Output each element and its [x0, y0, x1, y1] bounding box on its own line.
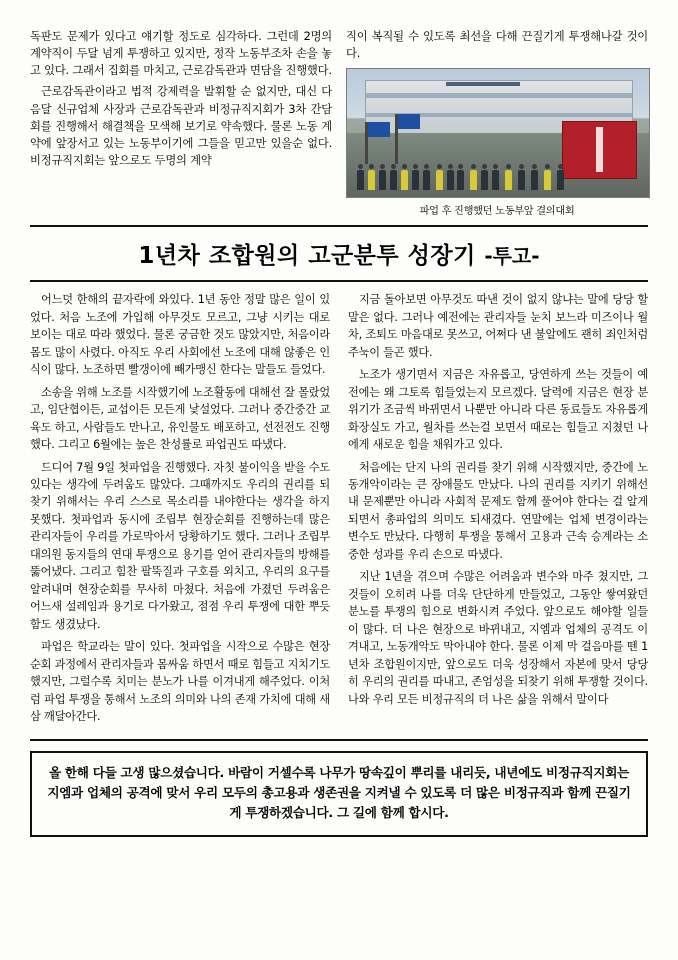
- article-paragraph: 어느덧 한해의 끝자락에 와있다. 1년 동안 정말 많은 일이 있었다. 처음 노조에 가입해 아무것도 모르고, 그냥 시키는 대로 보이는 대로 따라 했었다. 물론 궁금한 것도 많았지만, 처음이라 몸도 많이 사렸다. 아직도 우리 사회에선 노조에 대해 않좋은 인식이 많다. 노조하면 빨갱이에 빼가맹신 한다는 말들도 들었다.: [30, 293, 330, 377]
- protest-banner: [562, 121, 636, 179]
- top-right-paragraph-1: 직이 복직될 수 있도록 최선을 다해 끈질기게 투쟁해나갈 것이다.: [346, 30, 648, 61]
- article-paragraph: 지금 돌아보면 아무것도 따낸 것이 없지 않냐는 말에 당당 할 말은 없다. 그러나 예전에는 관리자들 눈치 보느라 미즈이나 월차, 조퇴도 마음대로 못쓰고, 어쩌다 낸 불알에도 괜히 죄인처럼 주눅이 들곤 했다.: [348, 293, 648, 359]
- article-paragraph: 처음에는 단지 나의 권리를 찾기 위해 시작했지만, 중간에 노동개악이라는 큰 장애물도 만났다. 나의 권리를 지키기 위해선 내 문제뿐만 아니라 사회적 문제도 함께 풀어야 한다는 걸 알게 되면서 총파업의 의미도 되새겼다. 연말에는 업체 변경이라는 변수도 만났다. 다행히 투쟁을 통해서 고용과 근속 승계라는 소중한 성과를 우리 손으로 따냈다.: [348, 460, 648, 561]
- article-body: [30, 291, 648, 740]
- top-left-column: [30, 28, 332, 217]
- article-paragraph: 지난 1년을 겪으며 수많은 어려움과 변수와 마주 쳤지만, 그것들이 오히려 나를 더욱 단단하게 만들었고, 그동안 쌓여왔던 분노를 투쟁의 힘으로 변화시켜 주었다. 앞으로도 해야할 일들이 많다. 더 나은 현장으로 바뀌내고, 지엠과 업체의 공격도 이겨내고, 노동개악도 막아내야 한다. 물론 이제 막 걸음마를 뗀 1년차 조합원이지만, 앞으로도 더욱 성장해서 자본에 맞서 당당히 우리의 권리를 따내고, 존엄성을 되찾기 위해 투쟁할 것이다. 나와 우리 모든 비정규직의 더 나은 삶을 위해서 말이다: [348, 570, 648, 706]
- photo-caption: 파업 후 진행했던 노동부앞 결의대회: [419, 206, 575, 218]
- rally-photo: [346, 68, 650, 198]
- closing-message-text: 올 한해 다들 고생 많으셨습니다. 바람이 거셀수록 나무가 땅속깊이 뿌리를 내리듯, 내년에도 비정규직지회는 지엠과 업체의 공격에 맞서 우리 모두의 총고용과 생존권을 지켜낼 수 있도록 더 많은 비정규직과 함께 끈질기게 투쟁하겠습니다. 그 길에 함께 합시다.: [47, 764, 631, 821]
- article-right-column: [348, 291, 648, 730]
- article-paragraph: 파업은 학교라는 말이 있다. 첫파업을 시작으로 수많은 현장순회 과정에서 관리자들과 몸싸움 하면서 때로 힘들고 지치기도 했지만, 그럴수록 치미는 분노가 나를 이겨내게 해주었다. 이처럼 파업 투쟁을 통해서 노조의 의미와 나의 존재 가치에 대해 새삼 깨달아간다.: [30, 640, 330, 724]
- top-section: [30, 28, 648, 227]
- article-headline: [30, 237, 648, 270]
- article-paragraph: 드디어 7월 9일 첫파업을 진행했다. 자칫 불이익을 받을 수도 있다는 생각에 두려움도 많았다. 그때까지도 우리의 권리를 되찾기 위해서는 우리 스스로 목소리를 내야한다는 생각을 하지 못했다. 첫파업과 동시에 조립부 현장순회를 진행하는데 많은 관리자들이 우리를 가로막아서 당황하기도 했다. 그러나 조립부 대의원 동지들의 연대 투쟁으로 용기를 얻어 관리자들의 방해를 뚫어냈다. 그리고 힘찬 팔뚝질과 구호를 외치고, 우리의 요구를 알려내며 현장순회를 무사히 마쳤다. 처음에 가졌던 두려움은 어느새 설레임과 용기로 다가왔고, 점점 우리 투쟁에 대한 뿌듯함도 생겼났다.: [30, 460, 330, 631]
- crowd-group: [353, 146, 570, 190]
- rally-photo-block: [346, 68, 648, 217]
- building-rooftop-sign: [446, 82, 520, 87]
- headline-sub: -투고-: [484, 244, 540, 269]
- article-paragraph: 소송을 위해 노조를 시작했기에 노조활동에 대해선 잘 몰랐었고, 임단협이든, 교섭이든 모든게 낯설었다. 그러나 중간중간 교육도 하고, 사람들도 만나고, 유인물도 배포하고, 선전전도 진행했다. 그리고 6월에는 높은 찬성률로 파업권도 따냈다.: [30, 385, 330, 452]
- headline-bar: [30, 227, 648, 282]
- headline-main: 1년차 조합원의 고군분투 성장기: [138, 243, 476, 270]
- top-right-column: [346, 28, 648, 217]
- top-left-paragraph-1: 독판도 문제가 있다고 얘기할 정도로 심각하다. 그런데 2명의 계약직이 두달 넘게 투쟁하고 있지만, 정작 노동부조차 손을 놓고 있다. 그래서 집회를 마치고, 근로감독관과 면담을 진행했다.: [30, 30, 332, 78]
- article-paragraph: 노조가 생기면서 지금은 자유롭고, 당연하게 쓰는 것들이 예전에는 왜 그토록 힘들었는지 모르겠다. 달력에 지금은 현장 분위기가 조금씩 바뀌면서 나뿐만 아니라 다른 동료들도 자유롭게 화장실도 가고, 월차를 쓰는걸 보면서 때로는 힘들고 지쳤던 나에게 새로운 힘을 채워가고 있다.: [348, 368, 648, 452]
- article-left-column: [30, 291, 330, 730]
- top-left-paragraph-2: 근로감독관이라고 법적 강제력을 발휘할 순 없지만, 대신 다음달 신규업체 사장과 근로감독관과 비정규직지회가 3차 간담회를 진행해서 해결책을 모색해 보기로 약속했다. 물론 노동 계약에 앞장서고 있는 노동부이기에 그들을 믿고만 있을순 없다. 비정규직지회는 앞으로도 두명의 계약: [30, 85, 332, 168]
- closing-message-box: [30, 751, 648, 837]
